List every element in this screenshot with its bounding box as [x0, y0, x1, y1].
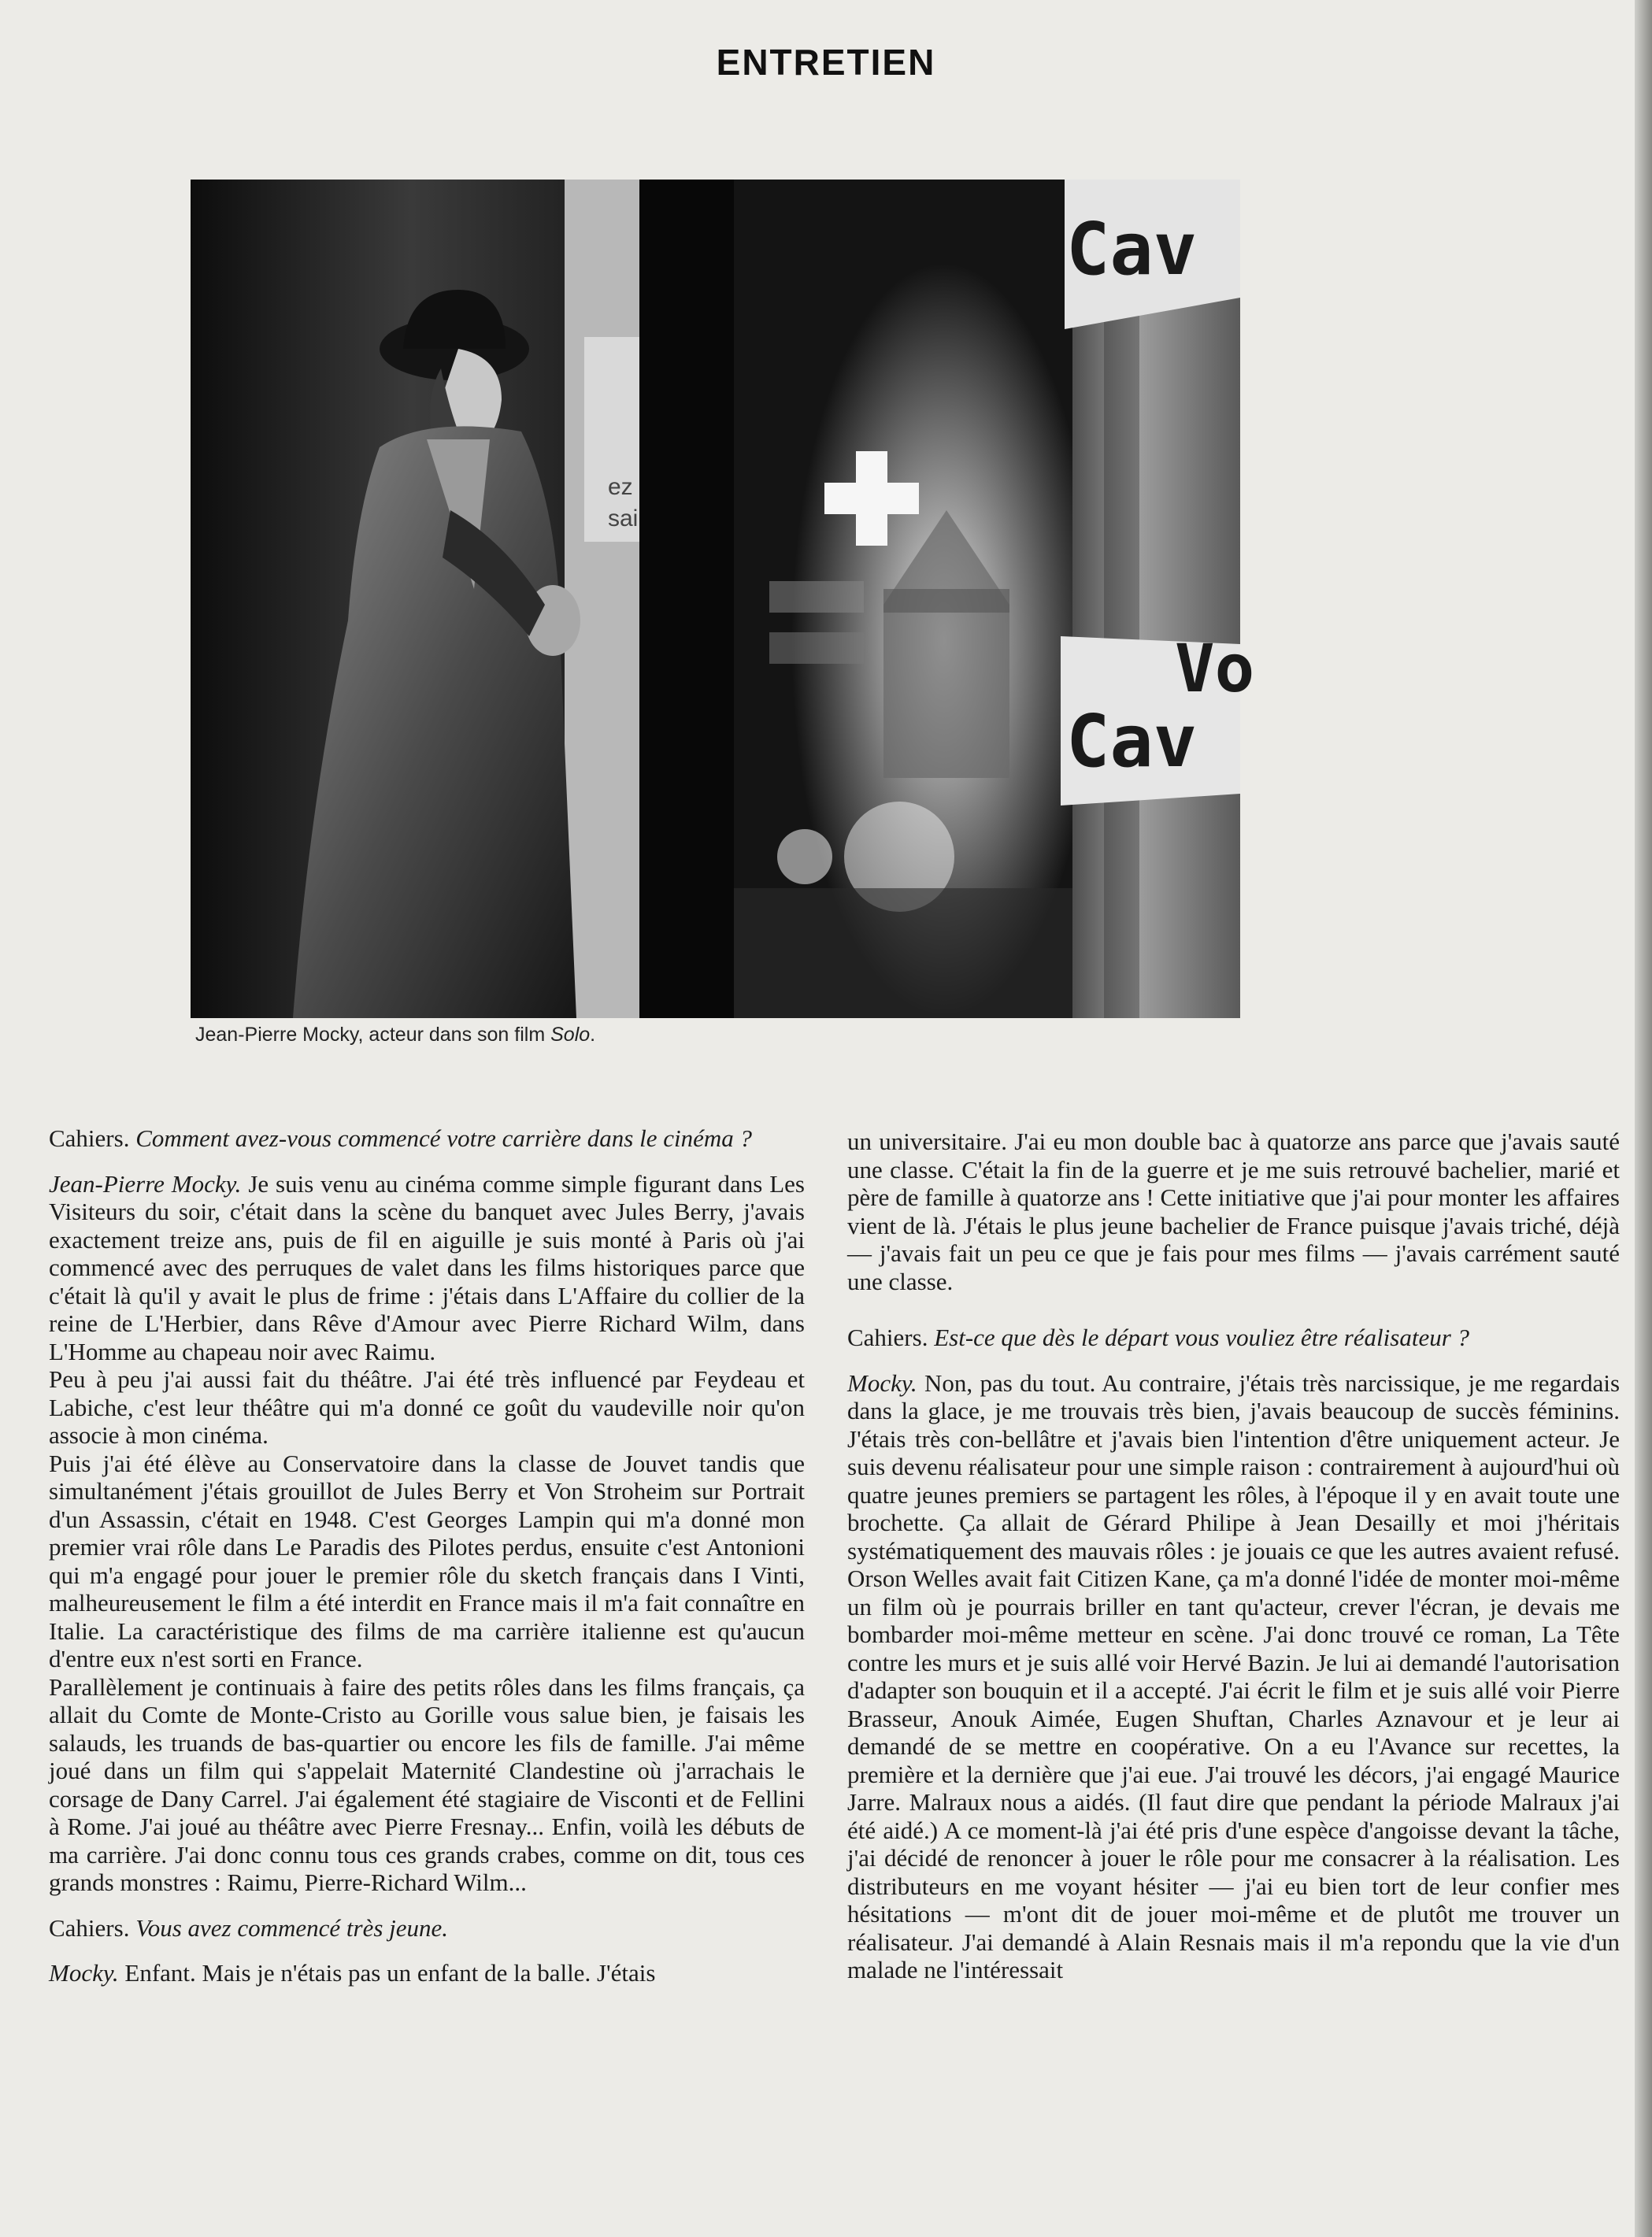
poster-top-text: Cav — [1066, 207, 1198, 291]
answer-text: un universitaire. J'ai eu mon double bac à quatorze ans parce que j'avais sauté une classe. C'était la fin de la guerre et je me suis retrouvé bachelier, marié et père de famille à quatorze ans ! Cette initiative que j'ai pour monter les affaires vient de là. J'étais le plus jeune bachelier de France puisque j'avais triché, déjà — j'avais fait un peu ce que je fais pour mes films — j'avais carrément sauté une classe. — [847, 1128, 1620, 1295]
interview-right-column — [847, 1128, 1620, 1984]
speaker-label: Cahiers. — [49, 1913, 136, 1942]
film-still-photo — [191, 180, 1255, 1018]
svg-text:sai: sai — [608, 506, 639, 531]
caption-suffix: . — [590, 1024, 596, 1046]
paragraph — [49, 1124, 805, 1153]
answer-text: Enfant. Mais je n'étais pas un enfant de la balle. J'étais — [124, 1959, 656, 1987]
speaker-label: Cahiers. — [49, 1124, 136, 1152]
photo-illustration — [191, 180, 1255, 1018]
paragraph — [49, 1365, 805, 1450]
left-poster-text: ez — [608, 474, 633, 500]
caption-prefix: Jean-Pierre Mocky, acteur dans son film — [195, 1024, 551, 1046]
paragraph — [847, 1324, 1620, 1352]
speaker-label: Cahiers. — [847, 1324, 935, 1351]
question-text: Vous avez commencé très jeune. — [135, 1913, 449, 1942]
interview-left-column — [49, 1124, 805, 1987]
paragraph — [49, 1170, 805, 1366]
poster-bottom-line2: Cav — [1066, 699, 1198, 783]
answer-text: Je suis venu au cinéma comme simple figurant dans Les Visiteurs du soir, c'était dans la scène du banquet avec Jules Berry, j'avais exactement treize ans, puis de fil en aiguille je suis monté à Paris où j'ai commencé avec des perruques de valet dans les films historiques parce que c'était là qu'il y avait le plus de frime : j'étais dans L'Affaire du collier de la reine de L'Herbier, dans Rêve d'Amour avec Pierre Richard Wilm, dans L'Homme au chapeau noir avec Raimu. — [49, 1169, 805, 1365]
speaker-label: Mocky. — [847, 1368, 924, 1397]
page-header: ENTRETIEN — [716, 42, 936, 83]
speaker-label: Jean-Pierre Mocky. — [49, 1169, 249, 1198]
caption-film-title: Solo — [550, 1024, 591, 1046]
speaker-label: Mocky. — [49, 1959, 125, 1987]
paragraph — [847, 1128, 1620, 1295]
paragraph — [49, 1450, 805, 1673]
poster-bottom-line1: Vo — [1175, 630, 1255, 707]
answer-text: Parallèlement je continuais à faire des petits rôles dans les films français, ça allait du Comte de Monte-Cristo au Gorille vous salue bien, je faisais les salauds, les truands de bas-quartier ou encore les fils de famille. J'ai même joué dans un film qui s'appelait Maternité Clandestine où j'arrachais le corsage de Dany Carrel. J'ai également été stagiaire de Visconti et de Fellini à Rome. J'ai joué au théâtre avec Pierre Fresnay... Enfin, voilà les débuts de ma carrière. J'ai donc connu tous ces grands crabes, comme on dit, tous ces grands monstres : Raimu, Pierre-Richard Wilm... — [49, 1672, 805, 1896]
question-text: Comment avez-vous commencé votre carrière dans le cinéma ? — [135, 1124, 752, 1152]
answer-text: Non, pas du tout. Au contraire, j'étais très narcissique, je me regardais dans la glace, je me trouvais très bien, j'avais beaucoup de succès féminins. J'étais très con-bellâtre et j'avais bien l'intention d'être uniquement acteur. Je suis devenu réalisateur pour une simple raison : contrairement à aujourd'hui où quatre jeunes premiers se partagent les rôles, à l'époque il y en avait toute une brochette. Ça allait de Gérard Philipe à Jean Desailly et moi j'héritais systématiquement des mauvais rôles : je jouais ce que les autres avaient refusé. Orson Welles avait fait Citizen Kane, ça m'a donné l'idée de monter moi-même un film où je pourrais briller en tant qu'acteur, crever l'écran, je devais me bombarder moi-même metteur en scène. J'ai donc trouvé ce roman, La Tête contre les murs et je suis allé voir Hervé Bazin. Je lui ai demandé l'autorisation d'adapter son bouquin et il a accepté. J'ai écrit le film et je suis allé voir Pierre Brasseur, Anouk Aimée, Eugen Shuftan, Charles Aznavour et je leur ai demandé de se mettre en coopérative. On a eu l'Avance sur recettes, la première et la dernière que j'ai eue. J'ai trouvé les décors, j'ai engagé Maurice Jarre. Malraux nous a aidés. (Il faut dire que pendant la période Malraux j'ai été aidé.) A ce moment-là j'ai été pris d'une espèce d'angoisse devant la tâche, j'ai décidé de renoncer à jouer le rôle pour me consacrer à la réalisation. Les distributeurs en me voyant hésiter — j'ai eu bien tort de leur confier mes hésitations — m'ont dit de jouer moi-même et de plutôt me trouver un réalisateur. J'ai demandé à Alain Resnais mais il m'a repondu que la vie d'un malade ne l'intéressait — [847, 1368, 1621, 1983]
paragraph — [847, 1369, 1620, 1984]
answer-text: Peu à peu j'ai aussi fait du théâtre. J'ai été très influencé par Feydeau et Labiche, c'est leur théâtre qui m'a donné ce goût du vaudeville noir qu'on associe à mon cinéma. — [49, 1365, 805, 1449]
page-edge-shadow — [1635, 0, 1652, 2237]
photo-caption — [195, 1024, 1243, 1046]
answer-text: Puis j'ai été élève au Conservatoire dans la classe de Jouvet tandis que simultanément j'étais grouillot de Jules Berry et Von Stroheim sur Portrait d'un Assassin, c'était en 1948. C'est Georges Lampin qui m'a donné mon premier vrai rôle dans Le Paradis des Pilotes perdus, ensuite c'est Antonioni qui m'a engagé pour jouer le premier rôle du sketch français dans I Vinti, malheureusement le film a été interdit en France mais il m'a fait connaître en Italie. La caractéristique des films de ma carrière italienne est qu'aucun d'entre eux n'est sorti en France. — [49, 1449, 805, 1672]
paragraph — [49, 1673, 805, 1897]
paragraph — [49, 1914, 805, 1943]
paragraph — [49, 1959, 805, 1987]
question-text: Est-ce que dès le départ vous vouliez être réalisateur ? — [934, 1324, 1470, 1351]
